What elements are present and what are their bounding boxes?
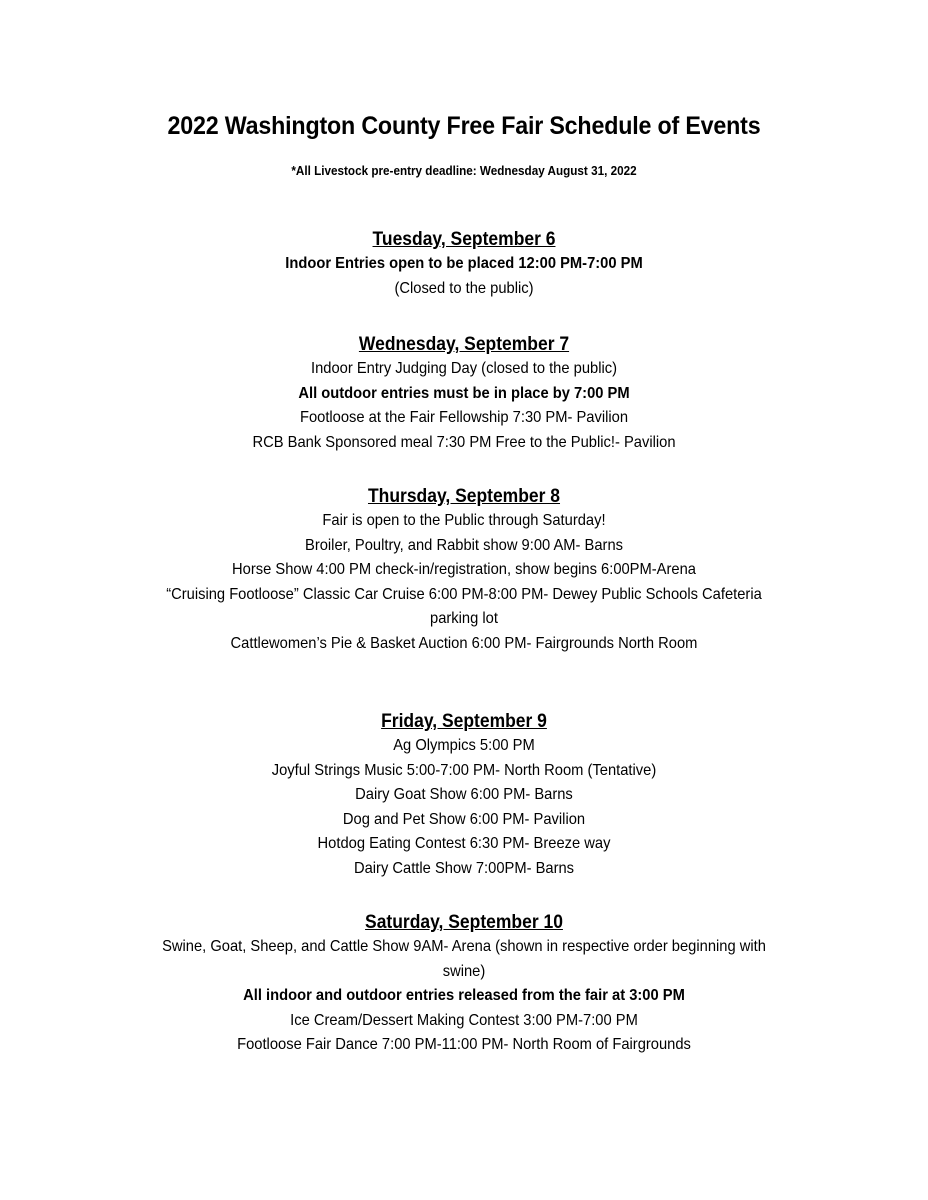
event-line: Fair is open to the Public through Saturday!	[322, 512, 606, 529]
event-line: parking lot	[430, 610, 498, 627]
event-line: Dairy Goat Show 6:00 PM- Barns	[355, 786, 573, 803]
event-line: Dairy Cattle Show 7:00PM- Barns	[353, 859, 575, 877]
event-line: Indoor Entry Judging Day (closed to the public)	[310, 360, 618, 377]
event-line: Indoor Entries open to be placed 12:00 PM-7:00 PM	[285, 255, 643, 272]
day-section-tuesday	[37, 228, 891, 301]
event-line: RCB Bank Sponsored meal 7:30 PM Free to the Public!- Pavilion	[252, 433, 676, 451]
event-line: All outdoor entries must be in place by 7:00 PM	[298, 384, 630, 402]
event-line: Cattlewomen’s Pie & Basket Auction 6:00 PM- Fairgrounds North Room	[230, 634, 698, 652]
day-heading: Wednesday, September 7	[358, 334, 570, 355]
pre-entry-deadline-note: *All Livestock pre-entry deadline: Wednesday August 31, 2022	[291, 163, 637, 178]
event-line: Ice Cream/Dessert Making Contest 3:00 PM-7:00 PM	[290, 1011, 638, 1029]
day-heading: Friday, September 9	[381, 711, 547, 732]
event-line: Broiler, Poultry, and Rabbit show 9:00 AM- Barns	[304, 536, 624, 554]
event-line: All indoor and outdoor entries released from the fair at 3:00 PM	[243, 987, 685, 1004]
day-section-thursday	[37, 485, 891, 656]
event-line: Horse Show 4:00 PM check-in/registration, show begins 6:00PM-Arena	[232, 561, 696, 578]
day-heading: Thursday, September 8	[367, 486, 561, 507]
event-line: Footloose at the Fair Fellowship 7:30 PM- Pavilion	[299, 409, 629, 426]
event-line: swine)	[442, 962, 486, 980]
event-line: Ag Olympics 5:00 PM	[393, 737, 535, 754]
page-title: 2022 Washington County Free Fair Schedule of Events	[167, 112, 761, 140]
day-heading: Saturday, September 10	[365, 912, 563, 933]
event-line: Dog and Pet Show 6:00 PM- Pavilion	[342, 810, 586, 828]
event-line: (Closed to the public)	[394, 279, 534, 297]
event-line: Hotdog Eating Contest 6:30 PM- Breeze way	[317, 835, 611, 852]
event-line: “Cruising Footloose” Classic Car Cruise 6:00 PM-8:00 PM- Dewey Public Schools Cafeteria	[166, 585, 762, 603]
event-line: Swine, Goat, Sheep, and Cattle Show 9AM- Arena (shown in respective order beginning with	[162, 938, 766, 955]
day-heading: Tuesday, September 6	[372, 229, 556, 250]
day-section-friday	[37, 710, 891, 881]
day-section-saturday	[37, 911, 891, 1058]
event-line: Joyful Strings Music 5:00-7:00 PM- North Room (Tentative)	[271, 761, 657, 779]
event-line: Footloose Fair Dance 7:00 PM-11:00 PM- North Room of Fairgrounds	[237, 1036, 691, 1053]
day-section-wednesday	[37, 333, 891, 455]
